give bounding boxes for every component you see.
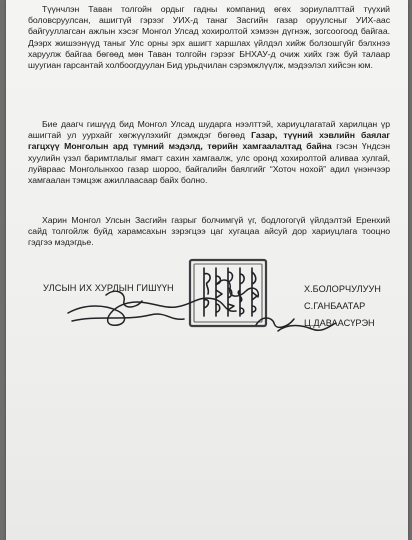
signatory-name-1: Х.БОЛОРЧУЛУУН	[304, 284, 381, 294]
paragraph-2-intro: Бие даагч гишүүд бид Монгол Улсад шударга нээлттэй, хариуцлагатай харилцан үр ашигтай ул уурхайг хөгжүүлэхийг дэмждэг бөгөөд	[28, 119, 390, 141]
paragraph-2-ending: гэсэн Үндсэн хуулийн үзэл баримтлалыг ямагт сахин хамгаалж, улс оронд хохиролтой аливаа хулгай, луйвраас Монголынхоо газар шороо, байгалийн баялгийг “Хоточ нохой” адил үнэнчээр хамгаалан тэмцэж ажиллаасаар байх болно.	[28, 141, 390, 186]
paragraph-3-text: Харин Монгол Улсын Засгийн газрыг болчимгүй үг, бодлогогүй үйлдэлтэй Еренхий сайд толгойлж буйд харамсахын зэрэгцээ цаг хугацаа айсуй дор хариуцлага тооцно гэдгээ мэдэгдье.	[28, 215, 390, 248]
signatory-name-2: С.ГАНБААТАР	[304, 301, 366, 311]
letter-page	[6, 0, 408, 540]
paragraph-1-first-line: Түүнчлэн Таван толгойн ордыг гадны компанид өгөх зориулалттай түүхий	[42, 4, 390, 14]
paragraph-1-rest: боловсруулсан, ашигтүй гэрээг УИХ-д танаг Засгийн газар оруулсныг УИХ-аас байгууллагсан ажлын хэсэг Монгол Улсад хохиролтой хэмээн дүгнэж, зогсоогоод байгаа. Дээрх жишээнүүд таныг Улс орны эрх ашигт харшлах үйлдэл хийж болзошгүйг бэлхнээ харуулж байгаа бөгөөд мөн Таван толгойн гэрээг БНХАУ-д очиж хийх гэж буй талаар шуугиан гарсантай холбоогдуулан Бид урьдчилан сэрэмжлүүлж, мэдээлэл хийсэн юм.	[28, 15, 390, 71]
signatory-title: УЛСЫН ИХ ХУРЛЫН ГИШҮҮН	[43, 283, 174, 293]
signatory-names	[304, 281, 381, 332]
paragraph-2-bold-quote: Газар, түүний хэвлийн баялаг гагцхүү Монголын ард түмний мэдэлд, төрийн хамгаалалтад байна	[28, 130, 390, 152]
paragraph-1	[28, 4, 390, 71]
paragraph-2	[28, 119, 390, 186]
signatory-name-3: Ц.ДАВААСҮРЭН	[304, 318, 375, 328]
paragraph-3	[28, 215, 390, 249]
